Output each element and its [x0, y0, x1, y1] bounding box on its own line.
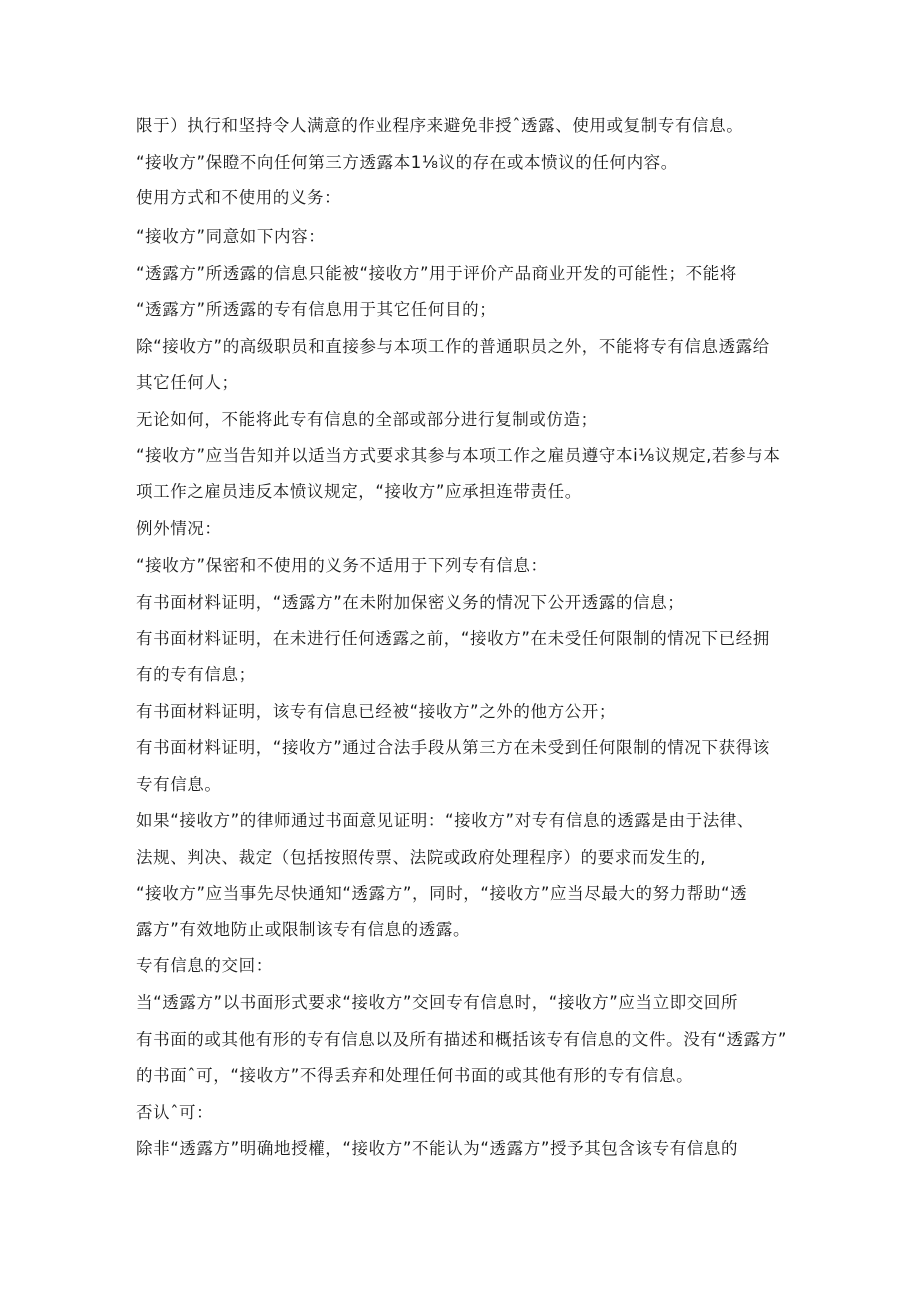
text-line: 如果“接收方”的律师通过书面意见证明：“接收方”对专有信息的透露是由于法律、: [136, 811, 754, 830]
text-line: “接收方”应当事先尽快通知“透露方”，同时，“接收方”应当尽最大的努力帮助“透: [136, 884, 748, 903]
text-line: 的书面ˆ可，“接收方”不得丢弃和处理任何书面的或其他有形的专有信息。: [136, 1066, 694, 1085]
text-line: 除“接收方”的高级职员和直接参与本项工作的普通职员之外，不能将专有信息透露给: [136, 337, 770, 356]
text-line: 限于）执行和坚持令人满意的作业程序来避免非授ˆ透露、使用或复制专有信息。: [136, 116, 744, 135]
text-line: 使用方式和不使用的义务：: [136, 188, 342, 207]
text-line: “接收方”保瞪不向任何第三方透露本1⅛议的存在或本愤议的任何内容。: [136, 153, 678, 172]
text-line: 项工作之雇员违反本愤议规定，“接收方”应承担连带责任。: [136, 482, 582, 501]
text-line: 其它任何人；: [136, 373, 239, 392]
text-line: 有书面材料证明，该专有信息已经被“接收方”之外的他方公开；: [136, 702, 616, 721]
text-line: 有的专有信息；: [136, 665, 256, 684]
text-line: 例外情况：: [136, 519, 222, 538]
text-line: “接收方”保密和不使用的义务不适用于下列专有信息：: [136, 556, 548, 575]
text-line: 有书面材料证明，“透露方”在未附加保密义务的情况下公开透露的信息；: [136, 593, 685, 612]
text-line: 无论如何，不能将此专有信息的全部或部分进行复制或仿造；: [136, 410, 598, 429]
text-line: “接收方”应当告知并以适当方式要求其参与本项工作之雇员遵守本i⅛议规定,若参与本: [136, 446, 781, 465]
text-line: 当“透露方”以书面形式要求“接收方”交回专有信息时，“接收方”应当立即交回所: [136, 993, 739, 1012]
text-line: 有书面材料证明，在未进行任何透露之前，“接收方”在未受任何限制的情况下已经拥: [136, 629, 770, 648]
text-line: 除非“透露方”明确地授權，“接收方”不能认为“透露方”授予其包含该专有信息的: [136, 1139, 739, 1158]
text-line: “接收方”同意如下内容：: [136, 227, 326, 246]
text-line: 法规、判决、裁定（包括按照传票、法院或政府处理程序）的要求而发生的,: [136, 848, 707, 867]
text-line: 否认ˆ可：: [136, 1103, 214, 1122]
text-line: 有书面的或其他有形的专有信息以及所有描述和概括该专有信息的文件。没有“透露方”: [136, 1030, 787, 1049]
text-line: 露方”有效地防止或限制该专有信息的透露。: [136, 920, 471, 939]
text-line: 专有信息的交回：: [136, 956, 273, 975]
text-line: 有书面材料证明，“接收方”通过合法手段从第三方在未受到任何限制的情况下获得该: [136, 738, 770, 757]
text-line: “透露方”所透露的信息只能被“接收方”用于评价产品商业开发的可能性；不能将: [136, 264, 737, 283]
text-line: “透露方”所透露的专有信息用于其它任何目的；: [136, 300, 497, 319]
text-line: 专有信息。: [136, 775, 222, 794]
